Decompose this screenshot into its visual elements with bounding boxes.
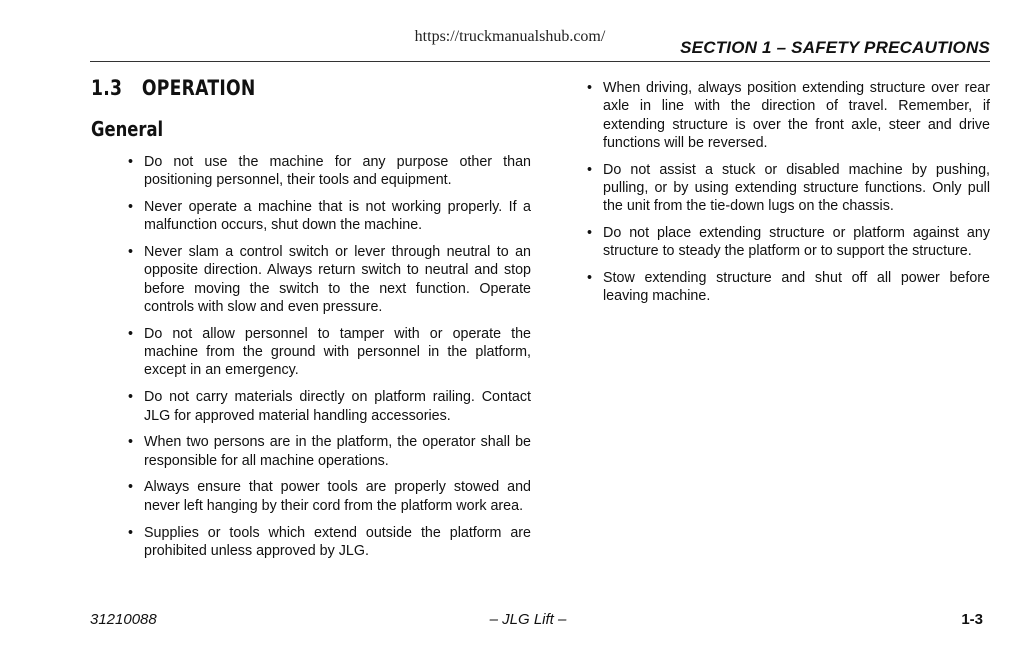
- bullet-marker: •: [128, 389, 134, 406]
- list-item: [128, 325, 531, 380]
- section-heading-title: OPERATION: [141, 76, 256, 100]
- list-item: [128, 388, 531, 425]
- list-item-text: Always ensure that power tools are properly stowed and never left hanging by their cord from the platform work area.: [144, 479, 531, 514]
- bullet-marker: •: [128, 524, 134, 541]
- list-item-text: Do not allow personnel to tamper with or operate the machine from the ground with personnel in the platform, except in an emergency.: [144, 325, 531, 379]
- footer-page-number: 1-3: [961, 611, 983, 628]
- bullet-marker: •: [587, 161, 593, 178]
- list-item-text: Do not use the machine for any purpose other than positioning personnel, their tools and equipment.: [144, 154, 531, 189]
- list-item: [587, 224, 990, 261]
- list-item-text: Never slam a control switch or lever through neutral to an opposite direction. Always return switch to neutral and stop before moving the switch to the next function. Operate controls with slow and even pressure.: [144, 244, 531, 316]
- list-item: [587, 161, 990, 216]
- section-number: 1.3: [91, 76, 123, 100]
- list-item: [128, 433, 531, 470]
- bullet-marker: •: [587, 225, 593, 242]
- list-item-text: Stow extending structure and shut off all power before leaving machine.: [603, 270, 990, 305]
- list-item: [587, 269, 990, 306]
- bullet-marker: •: [128, 199, 134, 216]
- list-item-text: When two persons are in the platform, the operator shall be responsible for all machine operations.: [144, 434, 531, 469]
- list-item-text: When driving, always position extending structure over rear axle in line with the direction of travel. Remember, if extending structure is over the front axle, steer and drive functions will be reversed.: [603, 80, 990, 151]
- bullet-marker: •: [587, 80, 593, 96]
- left-bullet-list: [128, 153, 531, 569]
- list-item: [128, 478, 531, 515]
- list-item: [128, 243, 531, 316]
- section-title: SECTION 1 – SAFETY PRECAUTIONS: [680, 38, 990, 57]
- header-divider: [90, 61, 990, 62]
- bullet-marker: •: [587, 270, 593, 287]
- list-item: [128, 198, 531, 235]
- list-item-text: Do not assist a stuck or disabled machine by pushing, pulling, or by using extending structure functions. Only pull the unit from the tie-down lugs on the chassis.: [603, 161, 990, 215]
- bullet-marker: •: [128, 434, 134, 451]
- bullet-marker: •: [128, 479, 134, 496]
- list-item: [128, 153, 531, 190]
- list-item-text: Supplies or tools which extend outside the platform are prohibited unless approved by JLG.: [144, 524, 531, 559]
- bullet-marker: •: [128, 325, 134, 342]
- list-item: [128, 524, 531, 561]
- list-item-text: Never operate a machine that is not working properly. If a malfunction occurs, shut down the machine.: [144, 199, 531, 234]
- section-heading: [91, 76, 256, 100]
- footer-center-title: – JLG Lift –: [489, 611, 567, 628]
- right-bullet-list: [587, 79, 990, 314]
- list-item-text: Do not carry materials directly on platform railing. Contact JLG for approved material handling accessories.: [144, 389, 531, 424]
- header-url: https://truckmanualshub.com/: [414, 28, 606, 45]
- bullet-marker: •: [128, 154, 134, 170]
- footer-doc-number: 31210088: [90, 611, 157, 628]
- bullet-marker: •: [128, 244, 134, 261]
- list-item-text: Do not place extending structure or platform against any structure to steady the platform or to support the structure.: [603, 225, 990, 260]
- list-item: [587, 79, 990, 152]
- subsection-heading: General: [91, 117, 164, 141]
